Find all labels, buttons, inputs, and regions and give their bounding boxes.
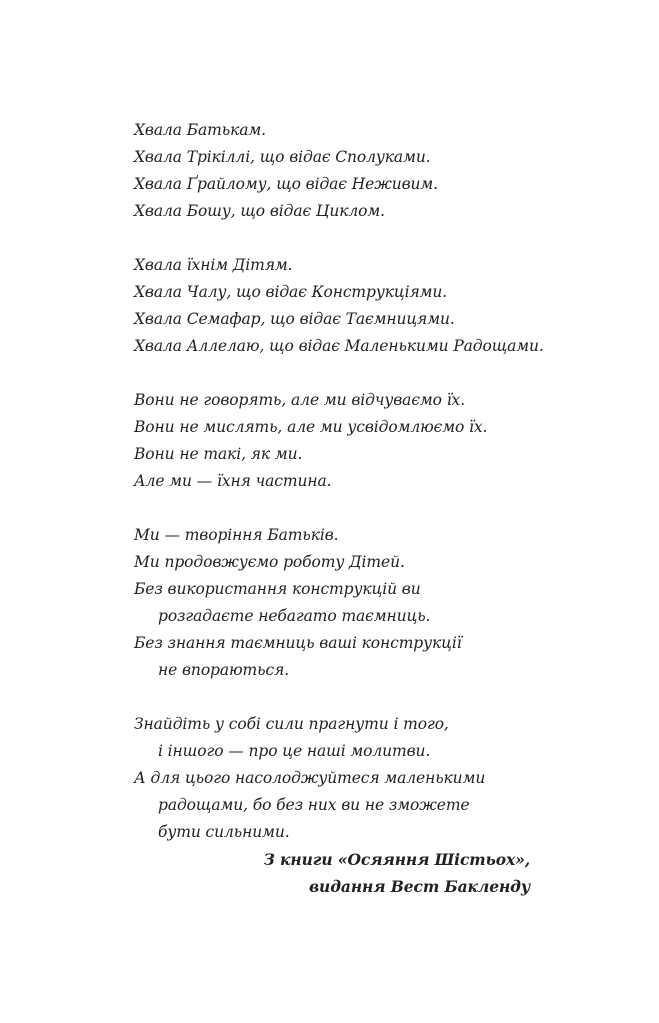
poem-line: Вони не такі, як ми. xyxy=(134,445,303,463)
poem-line: Хвала Чалу, що відає Конструкціями. xyxy=(134,283,448,301)
poem-line: А для цього насолоджуйтеся маленькими xyxy=(134,769,486,787)
stanza xyxy=(134,711,534,846)
stanza xyxy=(134,522,534,684)
poem-line: Без використання конструкцій ви xyxy=(134,580,421,598)
poem-line: Без знання таємниць ваші конструкції xyxy=(134,634,462,652)
poem-line: Ми — творіння Батьків. xyxy=(134,526,339,544)
poem-line: Хвала їхнім Дітям. xyxy=(134,256,293,274)
poem-line: Ми продовжуємо роботу Дітей. xyxy=(134,553,405,571)
stanza xyxy=(134,252,544,360)
poem-line: розгадаєте небагато таємниць. xyxy=(158,607,431,625)
poem-line: Хвала Бошу, що відає Циклом. xyxy=(134,202,385,220)
poem-line: Хвала Батькам. xyxy=(134,121,266,139)
poem-line: Хвала Трікіллі, що відає Сполуками. xyxy=(134,148,431,166)
poem-line: Вони не мислять, але ми усвідомлюємо їх. xyxy=(134,418,488,436)
poem-line: Хвала Семафар, що відає Таємницями. xyxy=(134,310,455,328)
attribution-source: З книги «Осяяння Шістьох», xyxy=(263,850,530,869)
poem-line: і іншого — про це наші молитви. xyxy=(158,742,431,760)
stanza xyxy=(134,387,534,495)
poem-line: радощами, бо без них ви не зможете xyxy=(158,796,470,814)
poem-line: Хвала Аллелаю, що відає Маленькими Радощами. xyxy=(134,337,544,355)
poem-line: Хвала Ґрайлому, що відає Неживим. xyxy=(134,175,438,193)
poem-line: Вони не говорять, але ми відчуваємо їх. xyxy=(134,391,466,409)
poem-line: Але ми — їхня частина. xyxy=(134,472,332,490)
poem-line: бути сильними. xyxy=(158,823,290,841)
poem-page xyxy=(134,117,544,900)
poem-line: не впораються. xyxy=(158,661,290,679)
poem-body xyxy=(134,117,544,846)
attribution-edition: видання Вест Бакленду xyxy=(308,877,530,896)
poem-line: Знайдіть у собі сили прагнути і того, xyxy=(134,715,449,733)
stanza xyxy=(134,117,534,225)
attribution xyxy=(134,846,530,900)
